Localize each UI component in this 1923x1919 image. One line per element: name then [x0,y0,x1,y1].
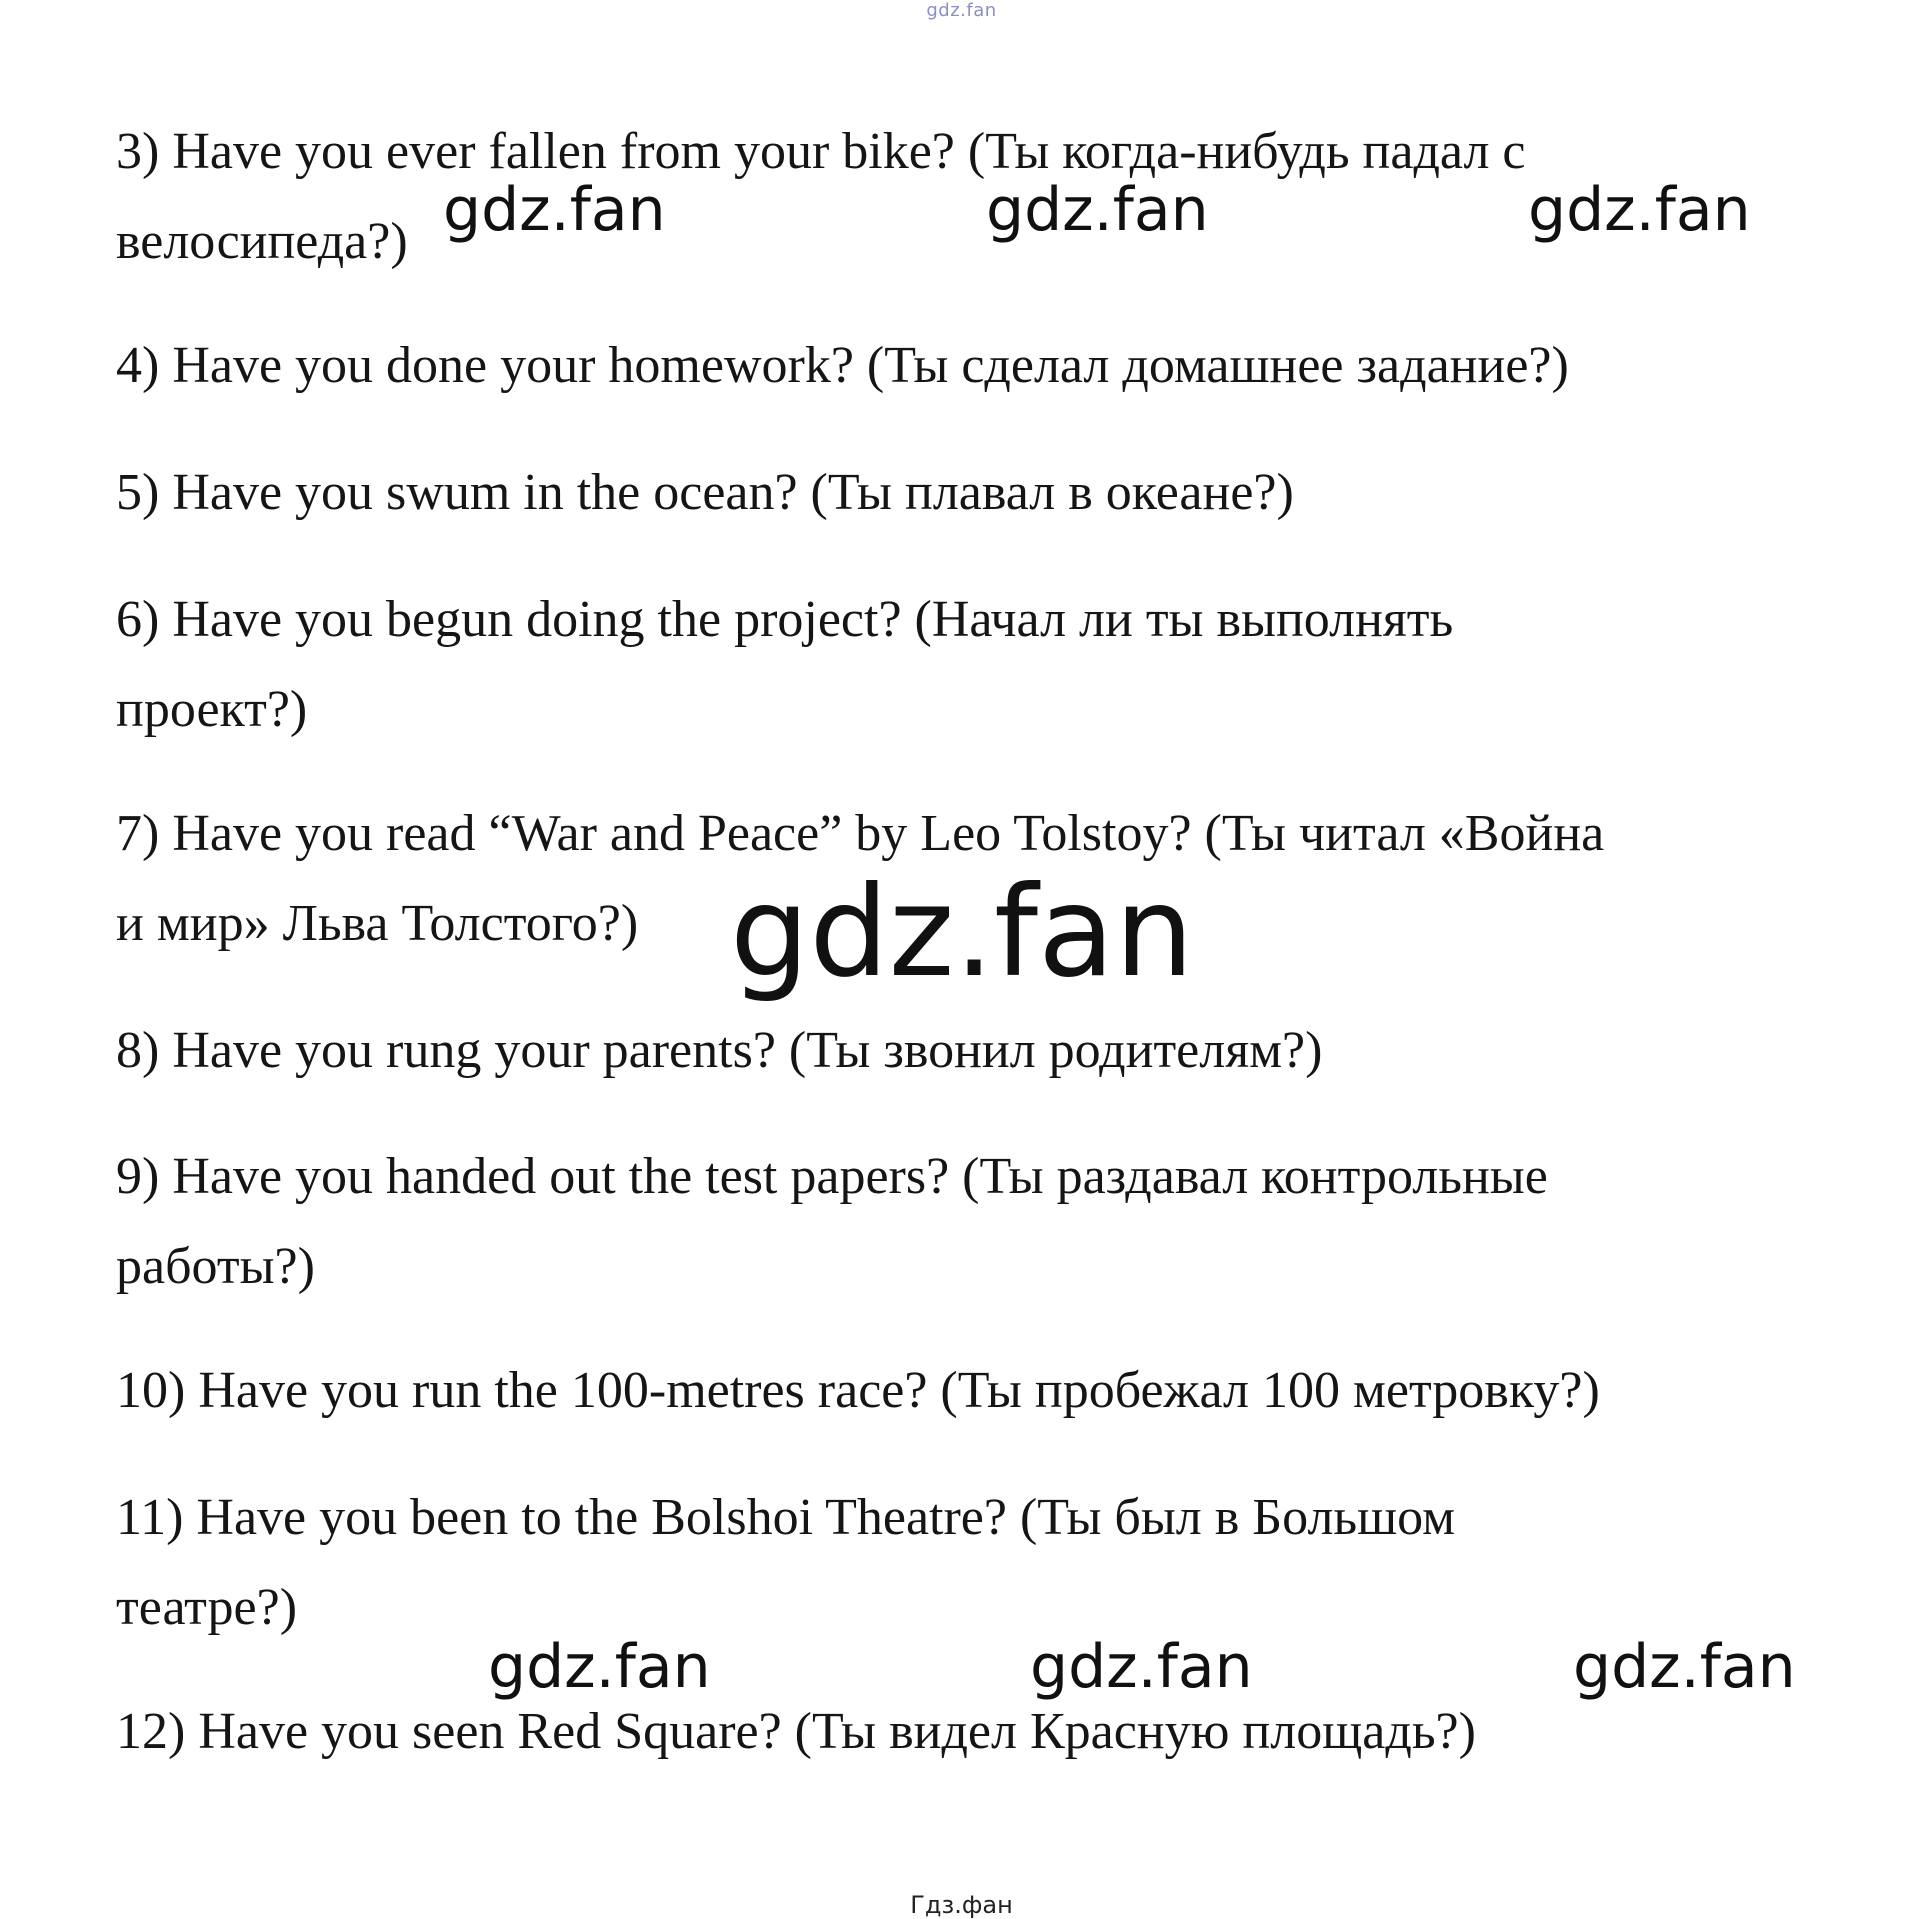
answer-7-line-1: 7) Have you read “War and Peace” by Leo Tolstoy? (Ты читал «Война [116,805,1605,862]
answer-6-line-1: 6) Have you begun doing the project? (Начал ли ты выполнять [116,591,1454,648]
answer-6-line-2: проект?) [116,681,308,738]
watermark: gdz.fan [488,1632,711,1702]
answer-8-line-1: 8) Have you rung your parents? (Ты звонил родителям?) [116,1022,1323,1079]
answer-7-line-2: и мир» Льва Толстого?) [116,895,639,952]
answer-9-line-1: 9) Have you handed out the test papers? (Ты раздавал контрольные [116,1148,1548,1205]
watermark-center: gdz.fan [730,860,1194,1005]
watermark: gdz.fan [986,175,1209,245]
watermark: gdz.fan [1030,1632,1253,1702]
answer-3-line-2: велосипеда?) [116,213,408,270]
footer-caption: Гдз.фан [910,1891,1013,1919]
watermark: gdz.fan [443,175,666,245]
answer-12-line-1: 12) Have you seen Red Square? (Ты видел Красную площадь?) [116,1703,1476,1760]
site-mark: gdz.fan [926,0,997,21]
answer-4-line-1: 4) Have you done your homework? (Ты сделал домашнее задание?) [116,337,1569,394]
answer-5-line-1: 5) Have you swum in the ocean? (Ты плавал в океане?) [116,464,1294,521]
answer-9-line-2: работы?) [116,1238,315,1295]
answer-10-line-1: 10) Have you run the 100-metres race? (Ты пробежал 100 метровку?) [116,1362,1600,1419]
watermark: gdz.fan [1573,1632,1796,1702]
answer-11-line-2: театре?) [116,1579,298,1636]
watermark: gdz.fan [1528,175,1751,245]
answer-11-line-1: 11) Have you been to the Bolshoi Theatre? (Ты был в Большом [116,1489,1456,1546]
answer-3-line-1: 3) Have you ever fallen from your bike? (Ты когда-нибудь падал с [116,123,1526,180]
